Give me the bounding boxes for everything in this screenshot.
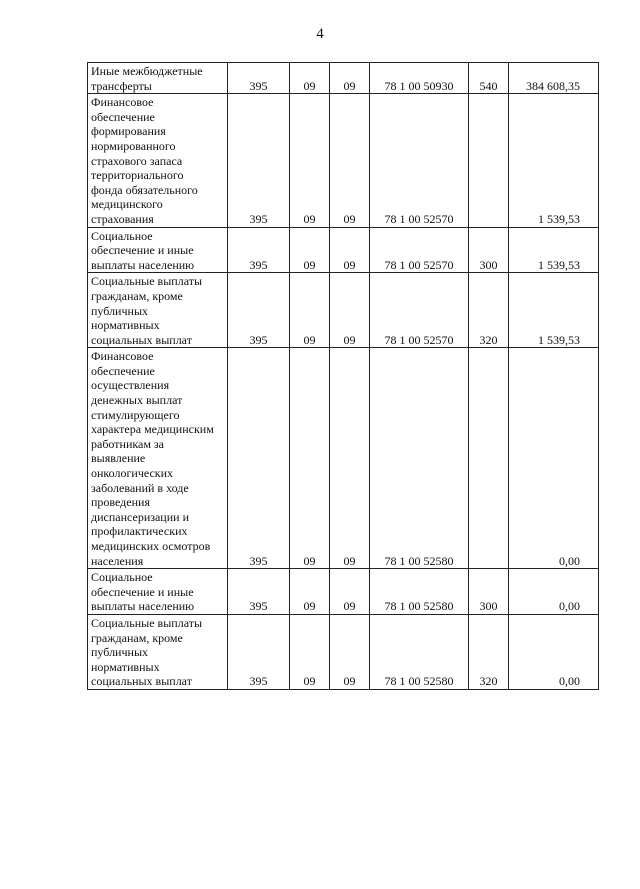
subsection-code-cell: 09 xyxy=(330,227,370,273)
admin-code-cell: 395 xyxy=(228,227,290,273)
table-row xyxy=(88,63,599,94)
admin-code-cell: 395 xyxy=(228,94,290,227)
table-row xyxy=(88,614,599,689)
expense-type-cell xyxy=(469,94,509,227)
amount-cell: 0,00 xyxy=(509,348,599,569)
row-name-cell: Финансовое обеспечение осуществления денежных выплат стимулирующего характера медицинским работникам за выявление онкологических заболеваний в ходе проведения диспансеризации и профилактических медицинских осмотров населения xyxy=(88,348,228,569)
subsection-code-cell: 09 xyxy=(330,94,370,227)
section-code-cell: 09 xyxy=(290,614,330,689)
target-item-cell: 78 1 00 52570 xyxy=(370,273,469,348)
table-row xyxy=(88,94,599,227)
subsection-code-cell: 09 xyxy=(330,63,370,94)
target-item-cell: 78 1 00 50930 xyxy=(370,63,469,94)
amount-cell: 0,00 xyxy=(509,569,599,615)
table-row xyxy=(88,227,599,273)
expense-type-cell: 320 xyxy=(469,273,509,348)
expense-type-cell xyxy=(469,348,509,569)
row-name-cell: Социальные выплаты гражданам, кроме публичных нормативных социальных выплат xyxy=(88,273,228,348)
target-item-cell: 78 1 00 52570 xyxy=(370,227,469,273)
amount-cell: 384 608,35 xyxy=(509,63,599,94)
section-code-cell: 09 xyxy=(290,348,330,569)
section-code-cell: 09 xyxy=(290,569,330,615)
table-row xyxy=(88,348,599,569)
expense-type-cell: 540 xyxy=(469,63,509,94)
amount-cell: 1 539,53 xyxy=(509,273,599,348)
subsection-code-cell: 09 xyxy=(330,273,370,348)
subsection-code-cell: 09 xyxy=(330,614,370,689)
table-row xyxy=(88,569,599,615)
section-code-cell: 09 xyxy=(290,227,330,273)
section-code-cell: 09 xyxy=(290,63,330,94)
row-name-cell: Социальные выплаты гражданам, кроме публичных нормативных социальных выплат xyxy=(88,614,228,689)
expense-type-cell: 320 xyxy=(469,614,509,689)
amount-cell: 1 539,53 xyxy=(509,227,599,273)
subsection-code-cell: 09 xyxy=(330,348,370,569)
row-name-cell: Иные межбюджетные трансферты xyxy=(88,63,228,94)
target-item-cell: 78 1 00 52580 xyxy=(370,348,469,569)
subsection-code-cell: 09 xyxy=(330,569,370,615)
amount-cell: 1 539,53 xyxy=(509,94,599,227)
admin-code-cell: 395 xyxy=(228,273,290,348)
target-item-cell: 78 1 00 52580 xyxy=(370,614,469,689)
section-code-cell: 09 xyxy=(290,273,330,348)
admin-code-cell: 395 xyxy=(228,348,290,569)
admin-code-cell: 395 xyxy=(228,614,290,689)
row-name-cell: Социальное обеспечение и иные выплаты населению xyxy=(88,227,228,273)
budget-table xyxy=(87,62,599,690)
expense-type-cell: 300 xyxy=(469,569,509,615)
admin-code-cell: 395 xyxy=(228,63,290,94)
target-item-cell: 78 1 00 52570 xyxy=(370,94,469,227)
section-code-cell: 09 xyxy=(290,94,330,227)
row-name-cell: Социальное обеспечение и иные выплаты населению xyxy=(88,569,228,615)
admin-code-cell: 395 xyxy=(228,569,290,615)
expense-type-cell: 300 xyxy=(469,227,509,273)
amount-cell: 0,00 xyxy=(509,614,599,689)
target-item-cell: 78 1 00 52580 xyxy=(370,569,469,615)
page-number: 4 xyxy=(316,26,324,42)
table-row xyxy=(88,273,599,348)
row-name-cell: Финансовое обеспечение формирования нормированного страхового запаса территориального фонда обязательного медицинского страхования xyxy=(88,94,228,227)
